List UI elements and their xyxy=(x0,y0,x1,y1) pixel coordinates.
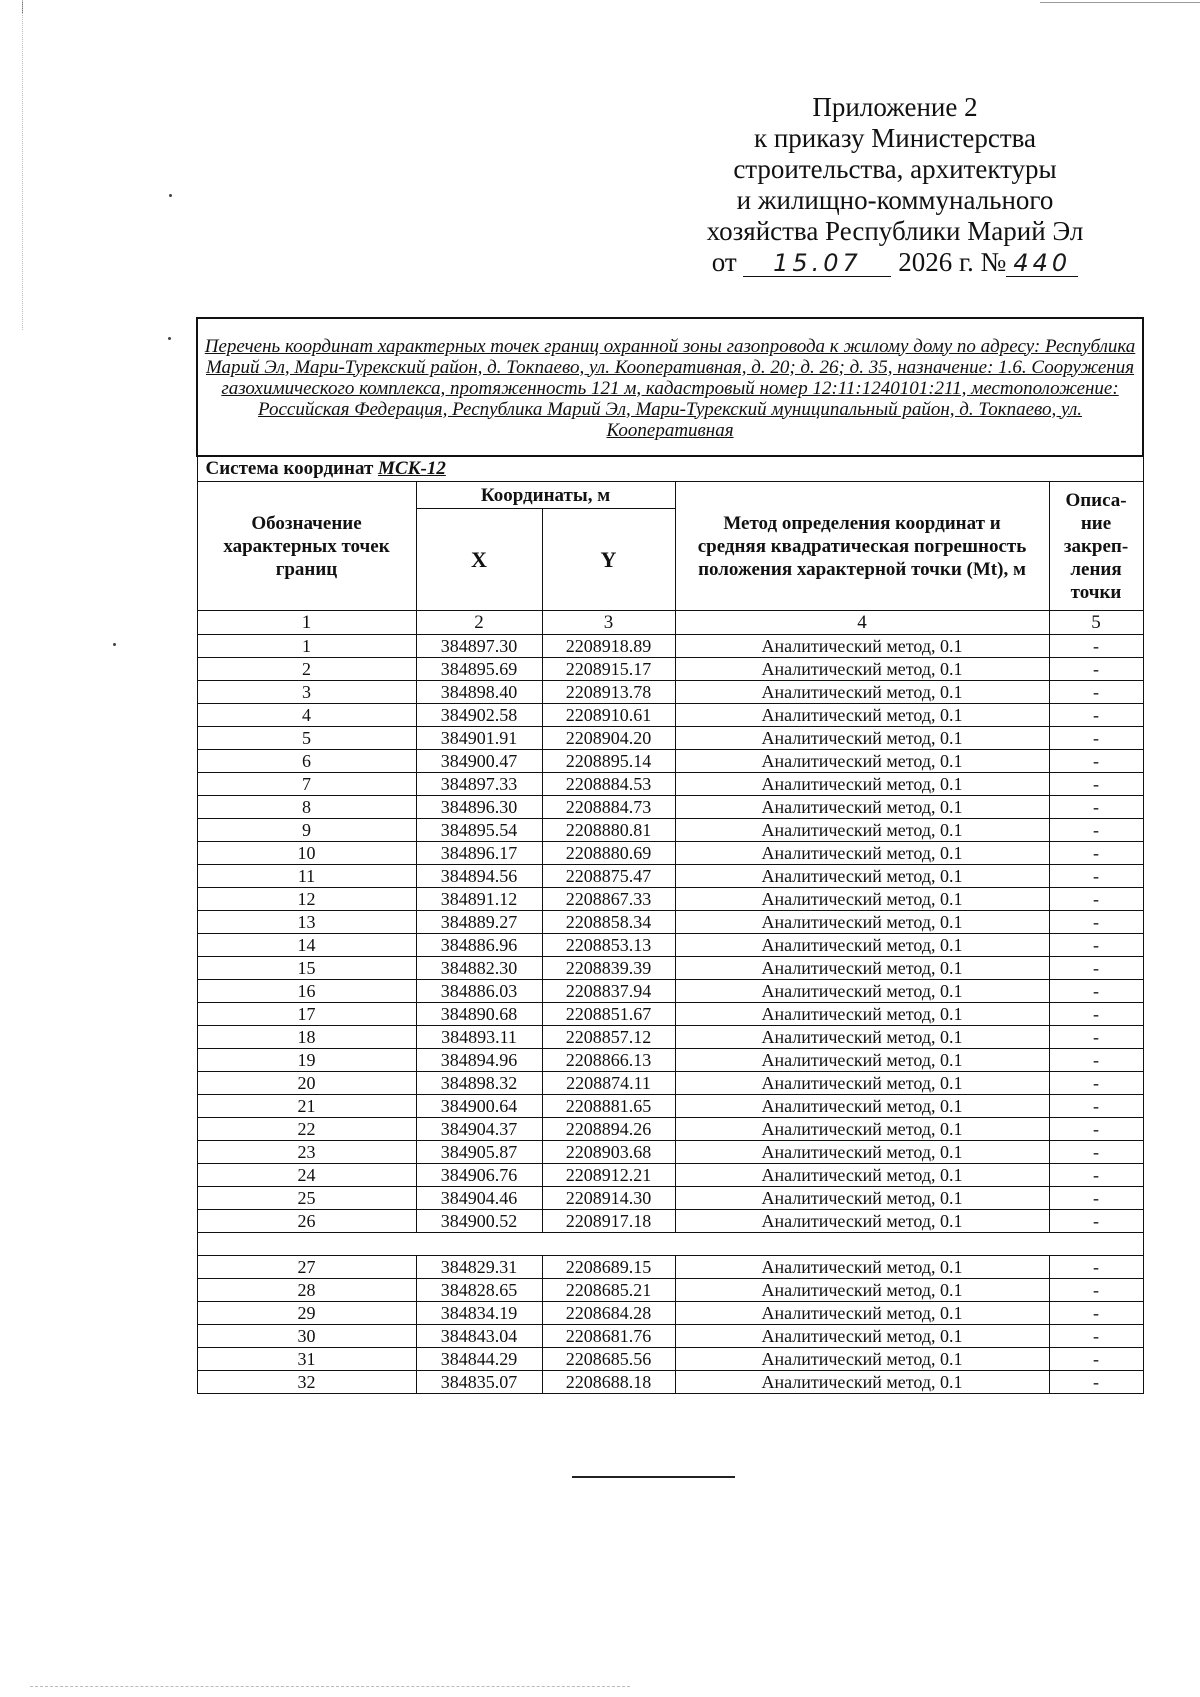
y-coordinate-cell: 2208851.67 xyxy=(542,1003,675,1026)
scan-dot xyxy=(169,194,172,197)
table-row xyxy=(197,980,1143,1003)
x-coordinate-cell: 384895.69 xyxy=(416,658,542,681)
table-row xyxy=(197,1302,1143,1325)
y-coordinate-cell: 2208880.69 xyxy=(542,842,675,865)
point-number-cell: 12 xyxy=(197,888,416,911)
description-cell: - xyxy=(1049,957,1143,980)
scan-artifact xyxy=(1040,2,1200,3)
method-cell: Аналитический метод, 0.1 xyxy=(675,1072,1049,1095)
description-cell: - xyxy=(1049,1072,1143,1095)
point-number-cell: 24 xyxy=(197,1164,416,1187)
separator-row xyxy=(197,1233,1143,1256)
description-cell: - xyxy=(1049,1279,1143,1302)
x-coordinate-cell: 384895.54 xyxy=(416,819,542,842)
point-number-cell: 18 xyxy=(197,1026,416,1049)
y-coordinate-cell: 2208904.20 xyxy=(542,727,675,750)
x-coordinate-cell: 384904.46 xyxy=(416,1187,542,1210)
y-coordinate-cell: 2208884.73 xyxy=(542,796,675,819)
y-coordinate-cell: 2208915.17 xyxy=(542,658,675,681)
method-cell: Аналитический метод, 0.1 xyxy=(675,727,1049,750)
table-row xyxy=(197,1141,1143,1164)
y-coordinate-cell: 2208881.65 xyxy=(542,1095,675,1118)
scan-artifact xyxy=(30,1686,630,1689)
scan-dot xyxy=(113,643,116,646)
header-row-1 xyxy=(197,482,1143,509)
table-row xyxy=(197,635,1143,658)
x-coordinate-cell: 384900.64 xyxy=(416,1095,542,1118)
x-coordinate-cell: 384897.33 xyxy=(416,773,542,796)
point-number-cell: 14 xyxy=(197,934,416,957)
x-coordinate-cell: 384843.04 xyxy=(416,1325,542,1348)
x-coordinate-cell: 384906.76 xyxy=(416,1164,542,1187)
date-prefix: от xyxy=(711,247,737,277)
description-cell: - xyxy=(1049,980,1143,1003)
point-number-cell: 32 xyxy=(197,1371,416,1394)
scan-artifact xyxy=(22,0,24,330)
x-coordinate-cell: 384894.96 xyxy=(416,1049,542,1072)
y-coordinate-cell: 2208685.21 xyxy=(542,1279,675,1302)
method-cell: Аналитический метод, 0.1 xyxy=(675,1049,1049,1072)
point-number-cell: 9 xyxy=(197,819,416,842)
description-cell: - xyxy=(1049,773,1143,796)
method-cell: Аналитический метод, 0.1 xyxy=(675,1210,1049,1233)
footer-divider xyxy=(572,1476,735,1478)
point-number-cell: 5 xyxy=(197,727,416,750)
y-coordinate-cell: 2208685.56 xyxy=(542,1348,675,1371)
point-number-cell: 30 xyxy=(197,1325,416,1348)
y-coordinate-cell: 2208884.53 xyxy=(542,773,675,796)
y-coordinate-cell: 2208839.39 xyxy=(542,957,675,980)
method-cell: Аналитический метод, 0.1 xyxy=(675,934,1049,957)
description-cell: - xyxy=(1049,1348,1143,1371)
description-cell: - xyxy=(1049,888,1143,911)
description-cell: - xyxy=(1049,934,1143,957)
point-number-cell: 19 xyxy=(197,1049,416,1072)
point-number-cell: 28 xyxy=(197,1279,416,1302)
method-cell: Аналитический метод, 0.1 xyxy=(675,1302,1049,1325)
description-cell: - xyxy=(1049,635,1143,658)
table-row xyxy=(197,819,1143,842)
description-cell: - xyxy=(1049,1164,1143,1187)
method-cell: Аналитический метод, 0.1 xyxy=(675,1371,1049,1394)
y-coordinate-cell: 2208867.33 xyxy=(542,888,675,911)
point-number-cell: 10 xyxy=(197,842,416,865)
point-number-cell: 11 xyxy=(197,865,416,888)
y-coordinate-cell: 2208837.94 xyxy=(542,980,675,1003)
header-coordinates: Координаты, м xyxy=(416,482,675,509)
table-row xyxy=(197,934,1143,957)
description-cell: - xyxy=(1049,865,1143,888)
table-row xyxy=(197,1187,1143,1210)
method-cell: Аналитический метод, 0.1 xyxy=(675,704,1049,727)
description-cell: - xyxy=(1049,842,1143,865)
handwritten-date: 15.07 xyxy=(743,250,891,277)
table-row xyxy=(197,888,1143,911)
method-cell: Аналитический метод, 0.1 xyxy=(675,1348,1049,1371)
y-coordinate-cell: 2208910.61 xyxy=(542,704,675,727)
header-method: Метод определения координат и средняя квадратическая погрешность положения характерной точки (Mt), м xyxy=(675,482,1049,611)
table-row xyxy=(197,1072,1143,1095)
header-description: Описа-ние закреп-ления точки xyxy=(1049,482,1143,611)
appendix-date-line xyxy=(640,247,1150,278)
description-cell: - xyxy=(1049,1302,1143,1325)
appendix-title: Приложение 2 xyxy=(812,92,978,122)
appendix-line: и жилищно-коммунального xyxy=(736,185,1054,215)
point-number-cell: 4 xyxy=(197,704,416,727)
point-number-cell: 22 xyxy=(197,1118,416,1141)
description-cell: - xyxy=(1049,1118,1143,1141)
point-number-cell: 3 xyxy=(197,681,416,704)
coord-system-value: МСК-12 xyxy=(378,458,446,479)
description-cell: - xyxy=(1049,681,1143,704)
method-cell: Аналитический метод, 0.1 xyxy=(675,1095,1049,1118)
y-coordinate-cell: 2208681.76 xyxy=(542,1325,675,1348)
x-coordinate-cell: 384886.96 xyxy=(416,934,542,957)
table-title-row xyxy=(197,318,1143,456)
y-coordinate-cell: 2208688.18 xyxy=(542,1371,675,1394)
description-cell: - xyxy=(1049,750,1143,773)
x-coordinate-cell: 384890.68 xyxy=(416,1003,542,1026)
header-point-designation: Обозначение характерных точек границ xyxy=(197,482,416,611)
column-number: 4 xyxy=(675,611,1049,635)
appendix-line: строительства, архитектуры xyxy=(733,154,1057,184)
description-cell: - xyxy=(1049,1141,1143,1164)
x-coordinate-cell: 384834.19 xyxy=(416,1302,542,1325)
description-cell: - xyxy=(1049,1210,1143,1233)
table-row xyxy=(197,1049,1143,1072)
description-cell: - xyxy=(1049,658,1143,681)
point-number-cell: 16 xyxy=(197,980,416,1003)
description-cell: - xyxy=(1049,1049,1143,1072)
point-number-cell: 31 xyxy=(197,1348,416,1371)
separator-cell xyxy=(197,1233,1143,1256)
table-row xyxy=(197,750,1143,773)
point-number-cell: 13 xyxy=(197,911,416,934)
y-coordinate-cell: 2208912.21 xyxy=(542,1164,675,1187)
method-cell: Аналитический метод, 0.1 xyxy=(675,1118,1049,1141)
method-cell: Аналитический метод, 0.1 xyxy=(675,796,1049,819)
table-row xyxy=(197,1026,1143,1049)
header-y: Y xyxy=(542,509,675,611)
table-row xyxy=(197,1325,1143,1348)
description-cell: - xyxy=(1049,704,1143,727)
table-row xyxy=(197,1371,1143,1394)
column-number: 5 xyxy=(1049,611,1143,635)
y-coordinate-cell: 2208857.12 xyxy=(542,1026,675,1049)
table-row xyxy=(197,1348,1143,1371)
x-coordinate-cell: 384835.07 xyxy=(416,1371,542,1394)
x-coordinate-cell: 384889.27 xyxy=(416,911,542,934)
method-cell: Аналитический метод, 0.1 xyxy=(675,911,1049,934)
point-number-cell: 29 xyxy=(197,1302,416,1325)
table-row xyxy=(197,1118,1143,1141)
method-cell: Аналитический метод, 0.1 xyxy=(675,635,1049,658)
description-cell: - xyxy=(1049,1003,1143,1026)
point-number-cell: 25 xyxy=(197,1187,416,1210)
column-numbers-row xyxy=(197,611,1143,635)
x-coordinate-cell: 384844.29 xyxy=(416,1348,542,1371)
description-cell: - xyxy=(1049,819,1143,842)
method-cell: Аналитический метод, 0.1 xyxy=(675,1256,1049,1279)
method-cell: Аналитический метод, 0.1 xyxy=(675,1141,1049,1164)
table-row xyxy=(197,911,1143,934)
header-x: X xyxy=(416,509,542,611)
method-cell: Аналитический метод, 0.1 xyxy=(675,842,1049,865)
table-row xyxy=(197,681,1143,704)
table-row xyxy=(197,865,1143,888)
table-row xyxy=(197,796,1143,819)
x-coordinate-cell: 384900.52 xyxy=(416,1210,542,1233)
description-cell: - xyxy=(1049,1187,1143,1210)
x-coordinate-cell: 384898.40 xyxy=(416,681,542,704)
description-cell: - xyxy=(1049,1256,1143,1279)
table-row xyxy=(197,727,1143,750)
table-title: Перечень координат характерных точек границ охранной зоны газопровода к жилому дому по адресу: Республика Марий Эл, Мари-Турекский район, д. Токпаево, ул. Кооперативная, д. 20; д. 26; д. 35, назначение: 1.6. Сооружения газохимического комплекса, протяженность 121 м, кадастровый номер 12:11:1240101:211, местоположение: Российская Федерация, Республика Марий Эл, Мари-Турекский муниципальный район, д. Токпаево, ул. Кооперативная xyxy=(197,318,1143,456)
y-coordinate-cell: 2208684.28 xyxy=(542,1302,675,1325)
y-coordinate-cell: 2208895.14 xyxy=(542,750,675,773)
method-cell: Аналитический метод, 0.1 xyxy=(675,865,1049,888)
y-coordinate-cell: 2208917.18 xyxy=(542,1210,675,1233)
coord-system xyxy=(197,456,1143,482)
y-coordinate-cell: 2208913.78 xyxy=(542,681,675,704)
description-cell: - xyxy=(1049,796,1143,819)
x-coordinate-cell: 384894.56 xyxy=(416,865,542,888)
table-row xyxy=(197,1256,1143,1279)
method-cell: Аналитический метод, 0.1 xyxy=(675,1164,1049,1187)
method-cell: Аналитический метод, 0.1 xyxy=(675,1325,1049,1348)
description-cell: - xyxy=(1049,1325,1143,1348)
method-cell: Аналитический метод, 0.1 xyxy=(675,888,1049,911)
column-number: 1 xyxy=(197,611,416,635)
x-coordinate-cell: 384891.12 xyxy=(416,888,542,911)
coord-system-label: Система координат xyxy=(205,458,374,479)
scan-dot xyxy=(168,337,171,340)
table-row xyxy=(197,1279,1143,1302)
y-coordinate-cell: 2208894.26 xyxy=(542,1118,675,1141)
y-coordinate-cell: 2208918.89 xyxy=(542,635,675,658)
method-cell: Аналитический метод, 0.1 xyxy=(675,681,1049,704)
column-number: 3 xyxy=(542,611,675,635)
x-coordinate-cell: 384905.87 xyxy=(416,1141,542,1164)
handwritten-order-number: 440 xyxy=(1006,250,1078,277)
description-cell: - xyxy=(1049,911,1143,934)
coordinates-table xyxy=(196,317,1144,1394)
method-cell: Аналитический метод, 0.1 xyxy=(675,957,1049,980)
y-coordinate-cell: 2208903.68 xyxy=(542,1141,675,1164)
table-row xyxy=(197,957,1143,980)
table-row xyxy=(197,1164,1143,1187)
x-coordinate-cell: 384898.32 xyxy=(416,1072,542,1095)
point-number-cell: 6 xyxy=(197,750,416,773)
appendix-line: к приказу Министерства xyxy=(753,123,1037,153)
point-number-cell: 23 xyxy=(197,1141,416,1164)
y-coordinate-cell: 2208689.15 xyxy=(542,1256,675,1279)
table-row xyxy=(197,1095,1143,1118)
y-coordinate-cell: 2208880.81 xyxy=(542,819,675,842)
method-cell: Аналитический метод, 0.1 xyxy=(675,658,1049,681)
coord-system-row xyxy=(197,456,1143,482)
point-number-cell: 8 xyxy=(197,796,416,819)
x-coordinate-cell: 384904.37 xyxy=(416,1118,542,1141)
x-coordinate-cell: 384882.30 xyxy=(416,957,542,980)
method-cell: Аналитический метод, 0.1 xyxy=(675,750,1049,773)
method-cell: Аналитический метод, 0.1 xyxy=(675,1187,1049,1210)
x-coordinate-cell: 384828.65 xyxy=(416,1279,542,1302)
point-number-cell: 21 xyxy=(197,1095,416,1118)
y-coordinate-cell: 2208866.13 xyxy=(542,1049,675,1072)
appendix-header xyxy=(640,92,1150,278)
x-coordinate-cell: 384896.17 xyxy=(416,842,542,865)
description-cell: - xyxy=(1049,727,1143,750)
y-coordinate-cell: 2208874.11 xyxy=(542,1072,675,1095)
y-coordinate-cell: 2208875.47 xyxy=(542,865,675,888)
point-number-cell: 26 xyxy=(197,1210,416,1233)
table-row xyxy=(197,704,1143,727)
method-cell: Аналитический метод, 0.1 xyxy=(675,1026,1049,1049)
method-cell: Аналитический метод, 0.1 xyxy=(675,1003,1049,1026)
point-number-cell: 27 xyxy=(197,1256,416,1279)
x-coordinate-cell: 384897.30 xyxy=(416,635,542,658)
table-row xyxy=(197,842,1143,865)
y-coordinate-cell: 2208914.30 xyxy=(542,1187,675,1210)
x-coordinate-cell: 384896.30 xyxy=(416,796,542,819)
method-cell: Аналитический метод, 0.1 xyxy=(675,980,1049,1003)
method-cell: Аналитический метод, 0.1 xyxy=(675,819,1049,842)
y-coordinate-cell: 2208858.34 xyxy=(542,911,675,934)
appendix-line: хозяйства Республики Марий Эл xyxy=(706,216,1084,246)
point-number-cell: 17 xyxy=(197,1003,416,1026)
description-cell: - xyxy=(1049,1026,1143,1049)
table-row xyxy=(197,1003,1143,1026)
table-row xyxy=(197,658,1143,681)
x-coordinate-cell: 384902.58 xyxy=(416,704,542,727)
description-cell: - xyxy=(1049,1095,1143,1118)
x-coordinate-cell: 384886.03 xyxy=(416,980,542,1003)
x-coordinate-cell: 384829.31 xyxy=(416,1256,542,1279)
x-coordinate-cell: 384900.47 xyxy=(416,750,542,773)
column-number: 2 xyxy=(416,611,542,635)
point-number-cell: 7 xyxy=(197,773,416,796)
x-coordinate-cell: 384901.91 xyxy=(416,727,542,750)
table-row xyxy=(197,1210,1143,1233)
y-coordinate-cell: 2208853.13 xyxy=(542,934,675,957)
x-coordinate-cell: 384893.11 xyxy=(416,1026,542,1049)
year-and-number-label: 2026 г. № xyxy=(898,247,1007,277)
description-cell: - xyxy=(1049,1371,1143,1394)
point-number-cell: 2 xyxy=(197,658,416,681)
table-row xyxy=(197,773,1143,796)
method-cell: Аналитический метод, 0.1 xyxy=(675,1279,1049,1302)
point-number-cell: 20 xyxy=(197,1072,416,1095)
point-number-cell: 15 xyxy=(197,957,416,980)
method-cell: Аналитический метод, 0.1 xyxy=(675,773,1049,796)
point-number-cell: 1 xyxy=(197,635,416,658)
